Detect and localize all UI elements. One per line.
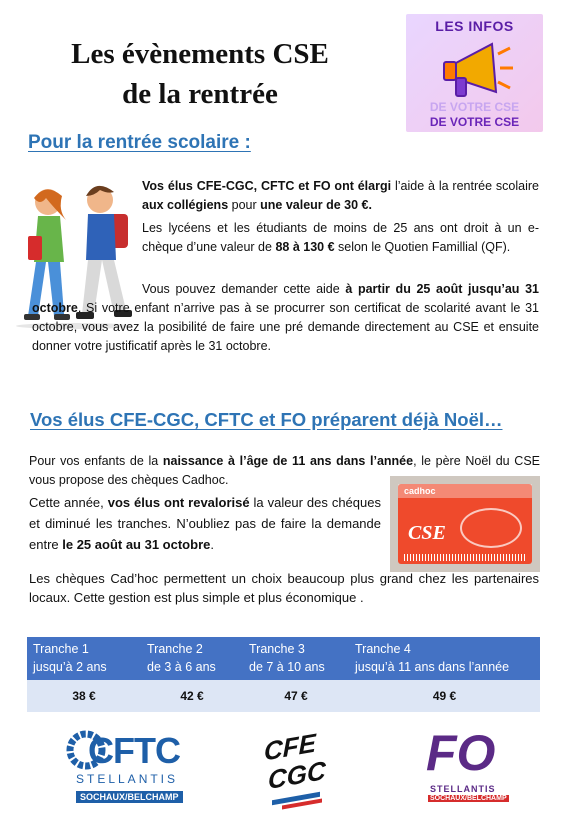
gift-icon	[460, 508, 522, 548]
noel-paragraph-2: Cette année, vos élus ont revalorisé la valeur des chéques et diminué les tranches. N’oubliez pas de faire la demande entre le 25 août au 31 octobre.	[29, 495, 381, 552]
table-header-cell: Tranche 1 jusqu’à 2 ans	[27, 637, 141, 680]
table-cell: 47 €	[243, 680, 349, 712]
page-title: Les évènements CSE de la rentrée	[71, 38, 329, 110]
rentree-paragraph-2: Les lycéens et les étudiants de moins de 25 ans ont droit à un e-chèque d’une valeur de 88 à 130 € selon le Quotien Famillial (QF).	[142, 221, 539, 254]
tranches-table	[27, 637, 540, 712]
cse-card-logo: CSE	[408, 522, 446, 544]
badge-subtitle-shadow: DE VOTRE CSE	[429, 100, 520, 114]
barcode	[404, 554, 526, 561]
cftc-logo: CFTC STELLANTIS SOCHAUX/BELCHAMP	[66, 728, 196, 808]
table-cell: 49 €	[349, 680, 540, 712]
noel-paragraph-3: Les chèques Cad’hoc permettent un choix beaucoup plus grand chez les partenaires locaux. Cette gestion est plus simple et plus économique .	[29, 571, 539, 605]
badge-title: LES INFOS	[435, 18, 514, 34]
cadhoc-brand: cadhoc	[404, 486, 436, 496]
table-header-cell: Tranche 2 de 3 à 6 ans	[141, 637, 243, 680]
badge-subtitle: DE VOTRE CSE	[429, 115, 520, 129]
section-heading-rentree: Pour la rentrée scolaire :	[28, 132, 251, 153]
table-cell: 38 €	[27, 680, 141, 712]
cadhoc-card	[398, 484, 532, 564]
table-row	[27, 680, 540, 712]
table-header-cell: Tranche 4 jusqu’à 11 ans dans l’année	[349, 637, 540, 680]
rentree-paragraph-3: Vous pouvez demander cette aide à partir du 25 août jusqu’au 31 octobre. Si votre enfant n’arrive pas à se procurrer son certificat de scolarité avant le 31 octobre, vous avez la posibilité de faire une pré demande directement au CSE et ensuite donner votre justificatif après le 31 octobre.	[32, 282, 539, 353]
cadhoc-card-photo	[390, 476, 540, 572]
cfe-cgc-logo: CFE CGC	[258, 730, 328, 808]
table-cell: 42 €	[141, 680, 243, 712]
megaphone-icon	[436, 36, 516, 108]
table-header-row	[27, 637, 540, 680]
fo-logo: FO STELLANTIS SOCHAUX/BELCHAMP	[426, 725, 507, 802]
table-header-cell: Tranche 3 de 7 à 10 ans	[243, 637, 349, 680]
noel-paragraph-1: Pour vos enfants de la naissance à l’âge de 11 ans dans l’année, le père Noël du CSE vous propose des chèques Cadhoc.	[29, 454, 541, 487]
rentree-paragraph-1: Vos élus CFE-CGC, CFTC et FO ont élargi l’aide à la rentrée scolaire aux collégiens pour une valeur de 30 €.	[142, 179, 539, 212]
infos-cse-badge	[406, 14, 543, 132]
section-heading-noel: Vos élus CFE-CGC, CFTC et FO préparent déjà Noël…	[30, 409, 503, 430]
